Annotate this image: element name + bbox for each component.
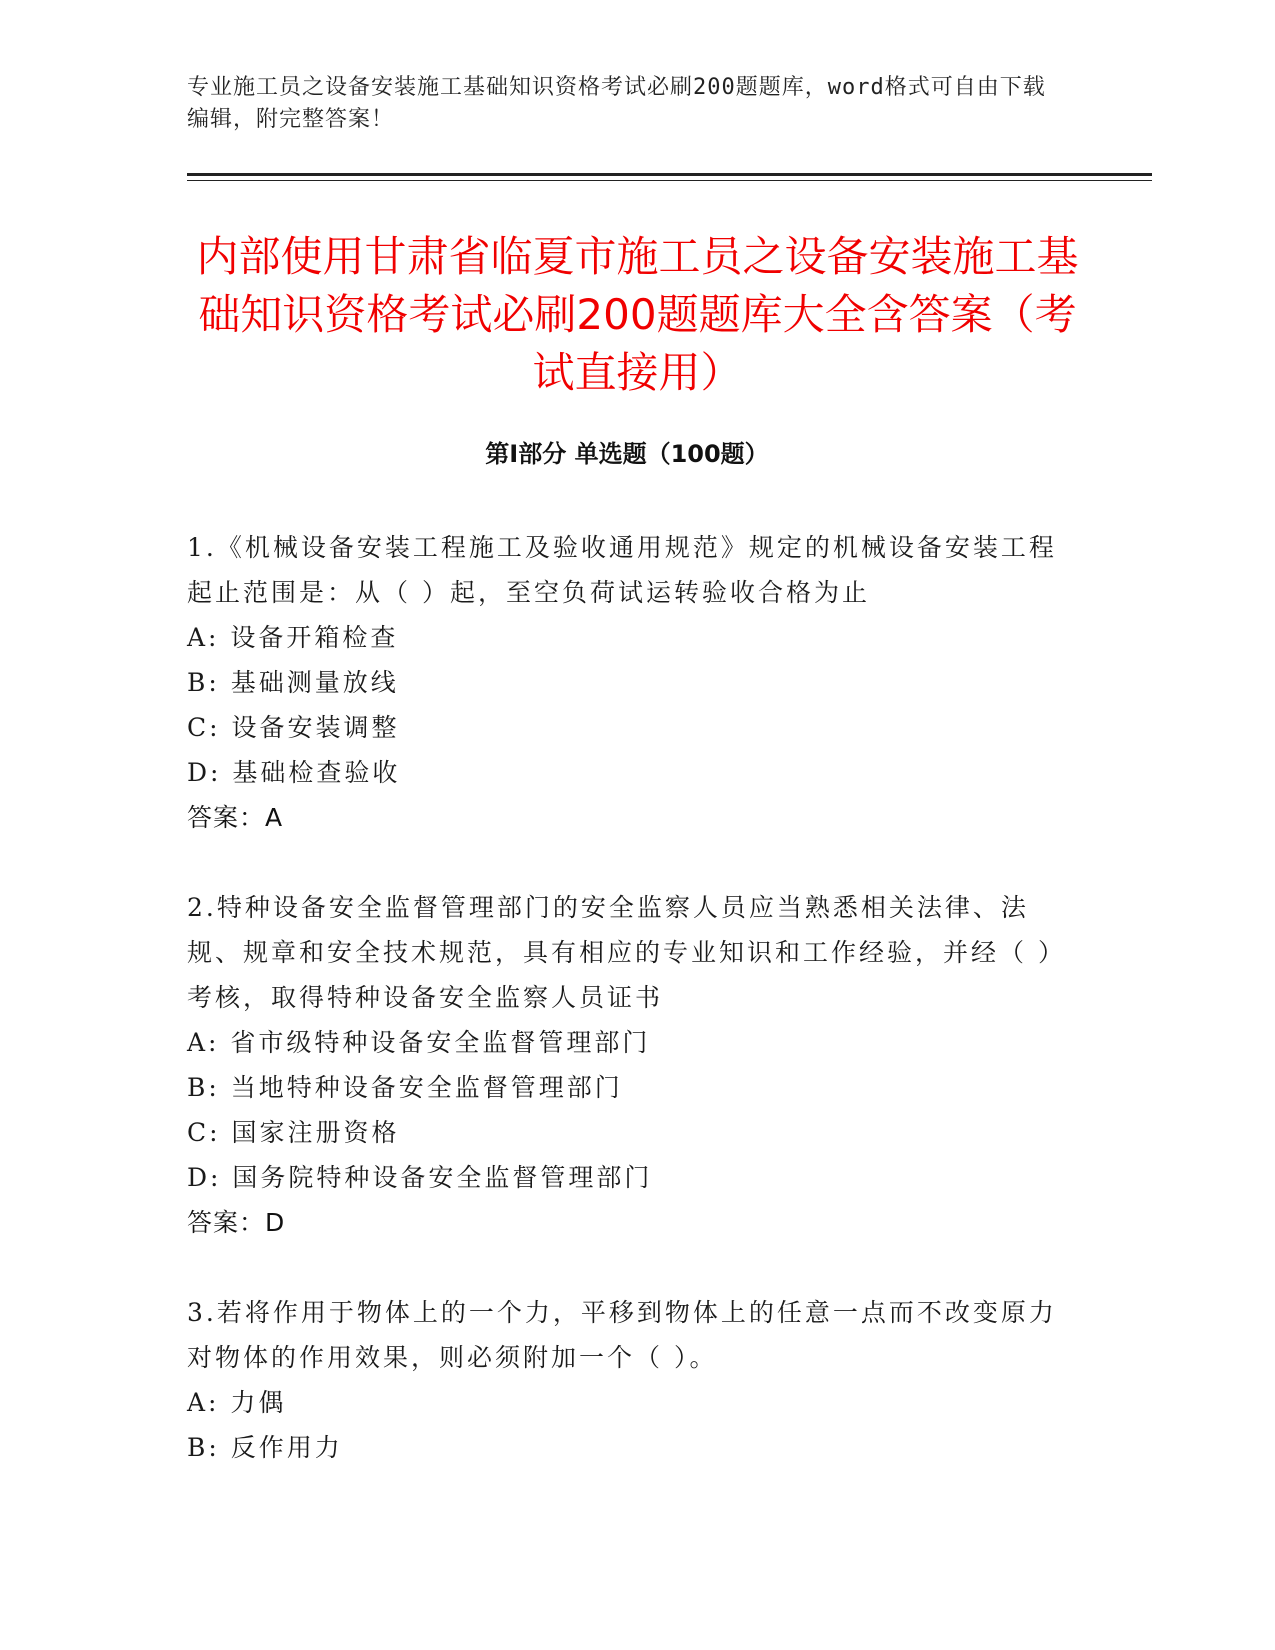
header-divider-thick [187,173,1152,176]
question-3 [187,1290,1057,1470]
option-a: A: 省市级特种设备安全监督管理部门 [187,1028,651,1057]
header-divider-thin [187,180,1152,181]
question-list [187,525,1057,1515]
option-a: A: 设备开箱检查 [187,623,399,652]
option-b: B: 基础测量放线 [187,668,399,697]
question-stem: 1.《机械设备安装工程施工及验收通用规范》规定的机械设备安装工程起止范围是：从（ ）起，至空负荷试运转验收合格为止 [187,533,1057,607]
option-c: C: 国家注册资格 [187,1118,400,1147]
option-c: C: 设备安装调整 [187,713,400,742]
option-b: B: 当地特种设备安全监督管理部门 [187,1073,623,1102]
section-title: 第I部分 单选题（100题） [485,440,769,468]
answer: 答案：D [187,1208,286,1237]
option-d: D: 基础检查验收 [187,758,401,787]
question-1 [187,525,1057,840]
answer: 答案：A [187,803,284,832]
question-2 [187,885,1057,1245]
option-b: B: 反作用力 [187,1433,343,1462]
question-stem: 2.特种设备安全监督管理部门的安全监察人员应当熟悉相关法律、法规、规章和安全技术规范，具有相应的专业知识和工作经验，并经（ ）考核，取得特种设备安全监察人员证书 [187,893,1054,1012]
option-d: D: 国务院特种设备安全监督管理部门 [187,1163,653,1192]
question-stem: 3.若将作用于物体上的一个力，平移到物体上的任意一点而不改变原力对物体的作用效果，则必须附加一个（ ）。 [187,1298,1057,1372]
document-title: 内部使用甘肃省临夏市施工员之设备安装施工基础知识资格考试必刷200题题库大全含答案（考试直接用） [196,232,1079,397]
option-a: A: 力偶 [187,1388,287,1417]
header-note: 专业施工员之设备安装施工基础知识资格考试必刷200题题库，word格式可自由下载编辑，附完整答案！ [187,75,1046,132]
